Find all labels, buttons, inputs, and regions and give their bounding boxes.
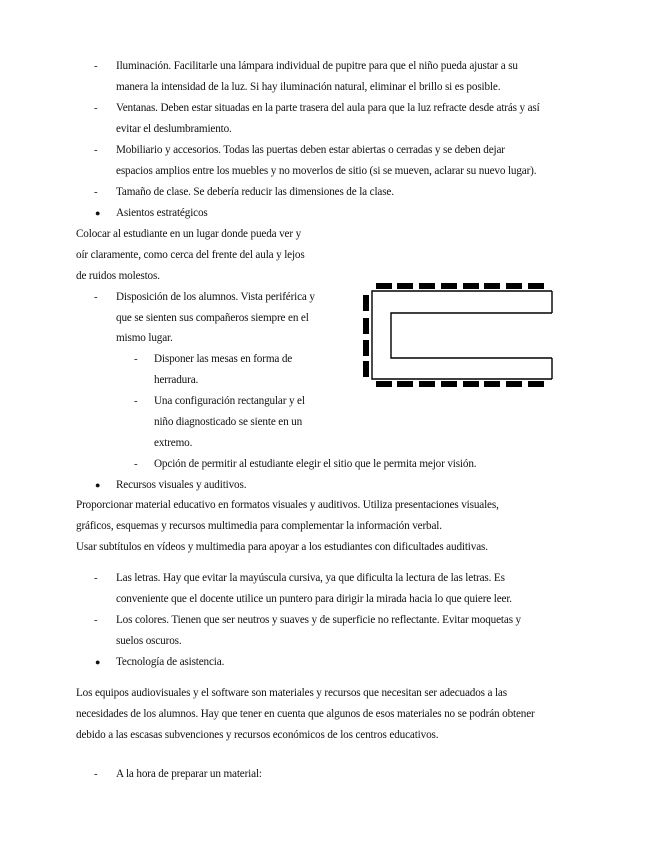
recursos-paragraph-line1: Proporcionar material educativo en formatos visuales y auditivos. Utiliza presentaciones visuales, [76, 499, 499, 511]
item-ventanas-line2: evitar el deslumbramiento. [116, 123, 232, 135]
item-tamano: Tamaño de clase. Se debería reducir las dimensiones de la clase. [116, 186, 394, 198]
horseshoe-seating-diagram [362, 282, 554, 390]
bullet-asientos: Asientos estratégicos [116, 207, 208, 219]
item-mobiliario-line1: Mobiliario y accesorios. Todas las puertas deben estar abiertas o cerradas y se deben dejar [116, 144, 505, 156]
bullet-marker: ● [95, 480, 101, 490]
item-mobiliario-line2: espacios amplios entre los muebles y no moverlos de sitio (si se mueven, aclarar su nuevo lugar). [116, 165, 537, 177]
dash-marker: - [134, 458, 138, 470]
dash-marker: - [94, 102, 98, 114]
side-column-seats [363, 295, 369, 377]
sub-rect-line1: Una configuración rectangular y el [154, 395, 305, 407]
dash-marker: - [94, 572, 98, 584]
bullet-marker: ● [95, 657, 101, 667]
bullet-marker: ● [95, 208, 101, 218]
disposicion-line1: Disposición de los alumnos. Vista periférica y [116, 291, 315, 303]
dash-marker: - [94, 768, 98, 780]
top-row-seats [376, 283, 544, 289]
bottom-row-seats [376, 381, 544, 387]
bullet-tecnologia: Tecnología de asistencia. [116, 656, 225, 668]
colores-line2: suelos oscuros. [116, 635, 182, 647]
equipos-paragraph-line3: debido a las escasas subvenciones y recursos económicos de los centros educativos. [76, 729, 439, 741]
asientos-paragraph-line1: Colocar al estudiante en un lugar donde pueda ver y [76, 228, 302, 240]
recursos-paragraph-line2: gráficos, esquemas y recursos multimedia para complementar la información verbal. [76, 520, 442, 532]
asientos-paragraph-line2: oír claramente, como cerca del frente del aula y lejos [76, 249, 305, 261]
colores-line1: Los colores. Tienen que ser neutros y suaves y de superficie no reflectante. Evitar moquetas y [116, 614, 521, 626]
sub-mesas-line1: Disponer las mesas en forma de [154, 353, 293, 365]
letras-line1: Las letras. Hay que evitar la mayúscula cursiva, ya que dificulta la lectura de las letras. Es [116, 572, 505, 584]
sub-rect-line2: niño diagnosticado se siente en un [154, 416, 303, 428]
disposicion-line2: que se sienten sus compañeros siempre en el [116, 312, 309, 324]
dash-marker: - [94, 186, 98, 198]
item-iluminacion-line1: Iluminación. Facilitarle una lámpara individual de pupitre para que el niño pueda ajustar a su [116, 60, 518, 72]
sub-mesas-line2: herradura. [154, 374, 199, 386]
sub-rect-line3: extremo. [154, 437, 193, 449]
dash-marker: - [94, 144, 98, 156]
dash-marker: - [94, 60, 98, 72]
dash-marker: - [134, 353, 138, 365]
recursos-paragraph-line3: Usar subtítulos en vídeos y multimedia para apoyar a los estudiantes con dificultades auditivas. [76, 541, 488, 553]
equipos-paragraph-line2: necesidades de los alumnos. Hay que tener en cuenta que algunos de esos materiales no se podrán obtener [76, 708, 535, 720]
dash-marker: - [94, 291, 98, 303]
material-line: A la hora de preparar un material: [116, 768, 262, 780]
dash-marker: - [134, 395, 138, 407]
equipos-paragraph-line1: Los equipos audiovisuales y el software son materiales y recursos que necesitan ser adecuados a las [76, 687, 507, 699]
disposicion-line3: mismo lugar. [116, 332, 173, 344]
bullet-recursos: Recursos visuales y auditivos. [116, 479, 247, 491]
item-iluminacion-line2: manera la intensidad de la luz. Si hay iluminación natural, eliminar el brillo si es posible. [116, 81, 501, 93]
item-ventanas-line1: Ventanas. Deben estar situadas en la parte trasera del aula para que la luz refracte desde atrás y así [116, 102, 540, 114]
dash-marker: - [94, 614, 98, 626]
sub-opcion: Opción de permitir al estudiante elegir el sitio que le permita mejor visión. [154, 458, 477, 470]
asientos-paragraph-line3: de ruidos molestos. [76, 270, 160, 282]
horseshoe-table-shape [372, 291, 552, 379]
letras-line2: conveniente que el docente utilice un puntero para dirigir la mirada hacia lo que quiere leer. [116, 593, 512, 605]
